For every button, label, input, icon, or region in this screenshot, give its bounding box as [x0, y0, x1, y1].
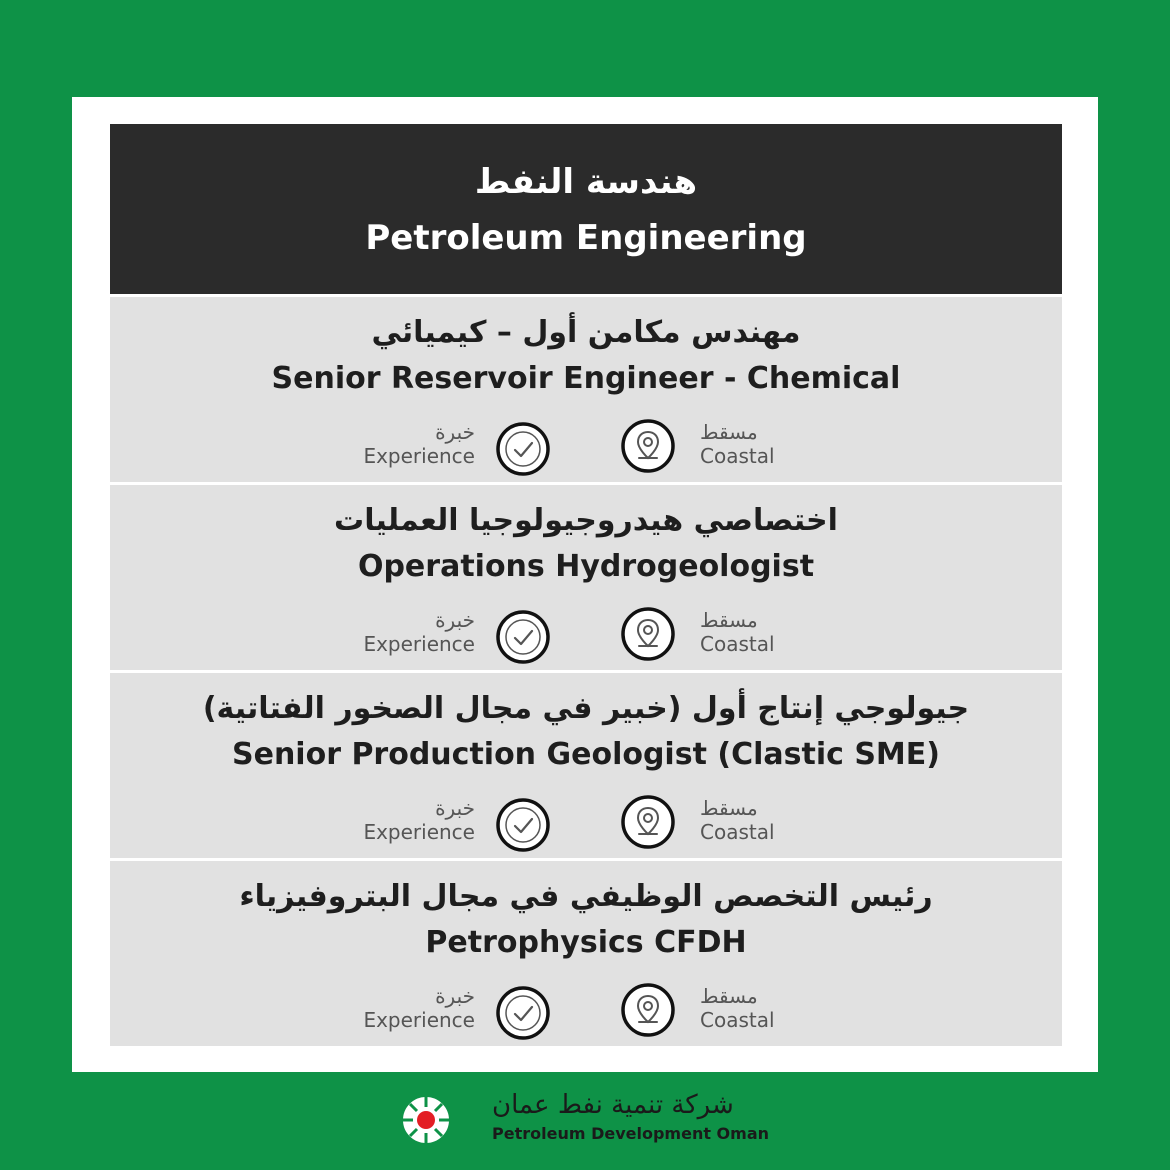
pdo-logo-icon: [400, 1094, 452, 1146]
company-name-ar: شركة تنمية نفط عمان: [492, 1090, 734, 1120]
jobs-table: [110, 124, 1062, 1046]
experience-label: خبرة Experience: [363, 608, 475, 656]
location-pin-icon: [620, 982, 676, 1038]
job-title-ar: مهندس مكامن أول – كيميائي: [371, 315, 801, 350]
check-circle-icon: [495, 609, 551, 665]
job-row: [110, 858, 1062, 1046]
job-title-ar: رئيس التخصص الوظيفي في مجال البتروفيزياء: [239, 879, 933, 914]
experience-label: خبرة Experience: [363, 984, 475, 1032]
job-title-ar: جيولوجي إنتاج أول (خبير في مجال الصخور الفتاتية): [202, 691, 970, 726]
job-row: [110, 294, 1062, 482]
job-row: [110, 670, 1062, 858]
location-label: مسقط Coastal: [700, 796, 775, 844]
job-title-en: Petrophysics CFDH: [425, 925, 747, 960]
header-title-en: Petroleum Engineering: [365, 218, 807, 258]
header-title-ar: هندسة النفط: [474, 162, 698, 202]
job-title-en: Senior Reservoir Engineer - Chemical: [271, 361, 901, 396]
company-footer: [400, 1090, 780, 1150]
location-pin-icon: [620, 606, 676, 662]
table-header: [110, 124, 1062, 294]
check-circle-icon: [495, 421, 551, 477]
location-pin-icon: [620, 794, 676, 850]
location-label: مسقط Coastal: [700, 420, 775, 468]
job-row: [110, 482, 1062, 670]
company-name-en: Petroleum Development Oman: [492, 1124, 770, 1143]
check-circle-icon: [495, 797, 551, 853]
check-circle-icon: [495, 985, 551, 1041]
job-title-en: Operations Hydrogeologist: [357, 549, 815, 584]
job-title-en: Senior Production Geologist (Clastic SME): [232, 737, 940, 772]
location-pin-icon: [620, 418, 676, 474]
location-label: مسقط Coastal: [700, 984, 775, 1032]
job-title-ar: اختصاصي هيدروجيولوجيا العمليات: [334, 503, 838, 538]
location-label: مسقط Coastal: [700, 608, 775, 656]
experience-label: خبرة Experience: [363, 796, 475, 844]
experience-label: خبرة Experience: [363, 420, 475, 468]
